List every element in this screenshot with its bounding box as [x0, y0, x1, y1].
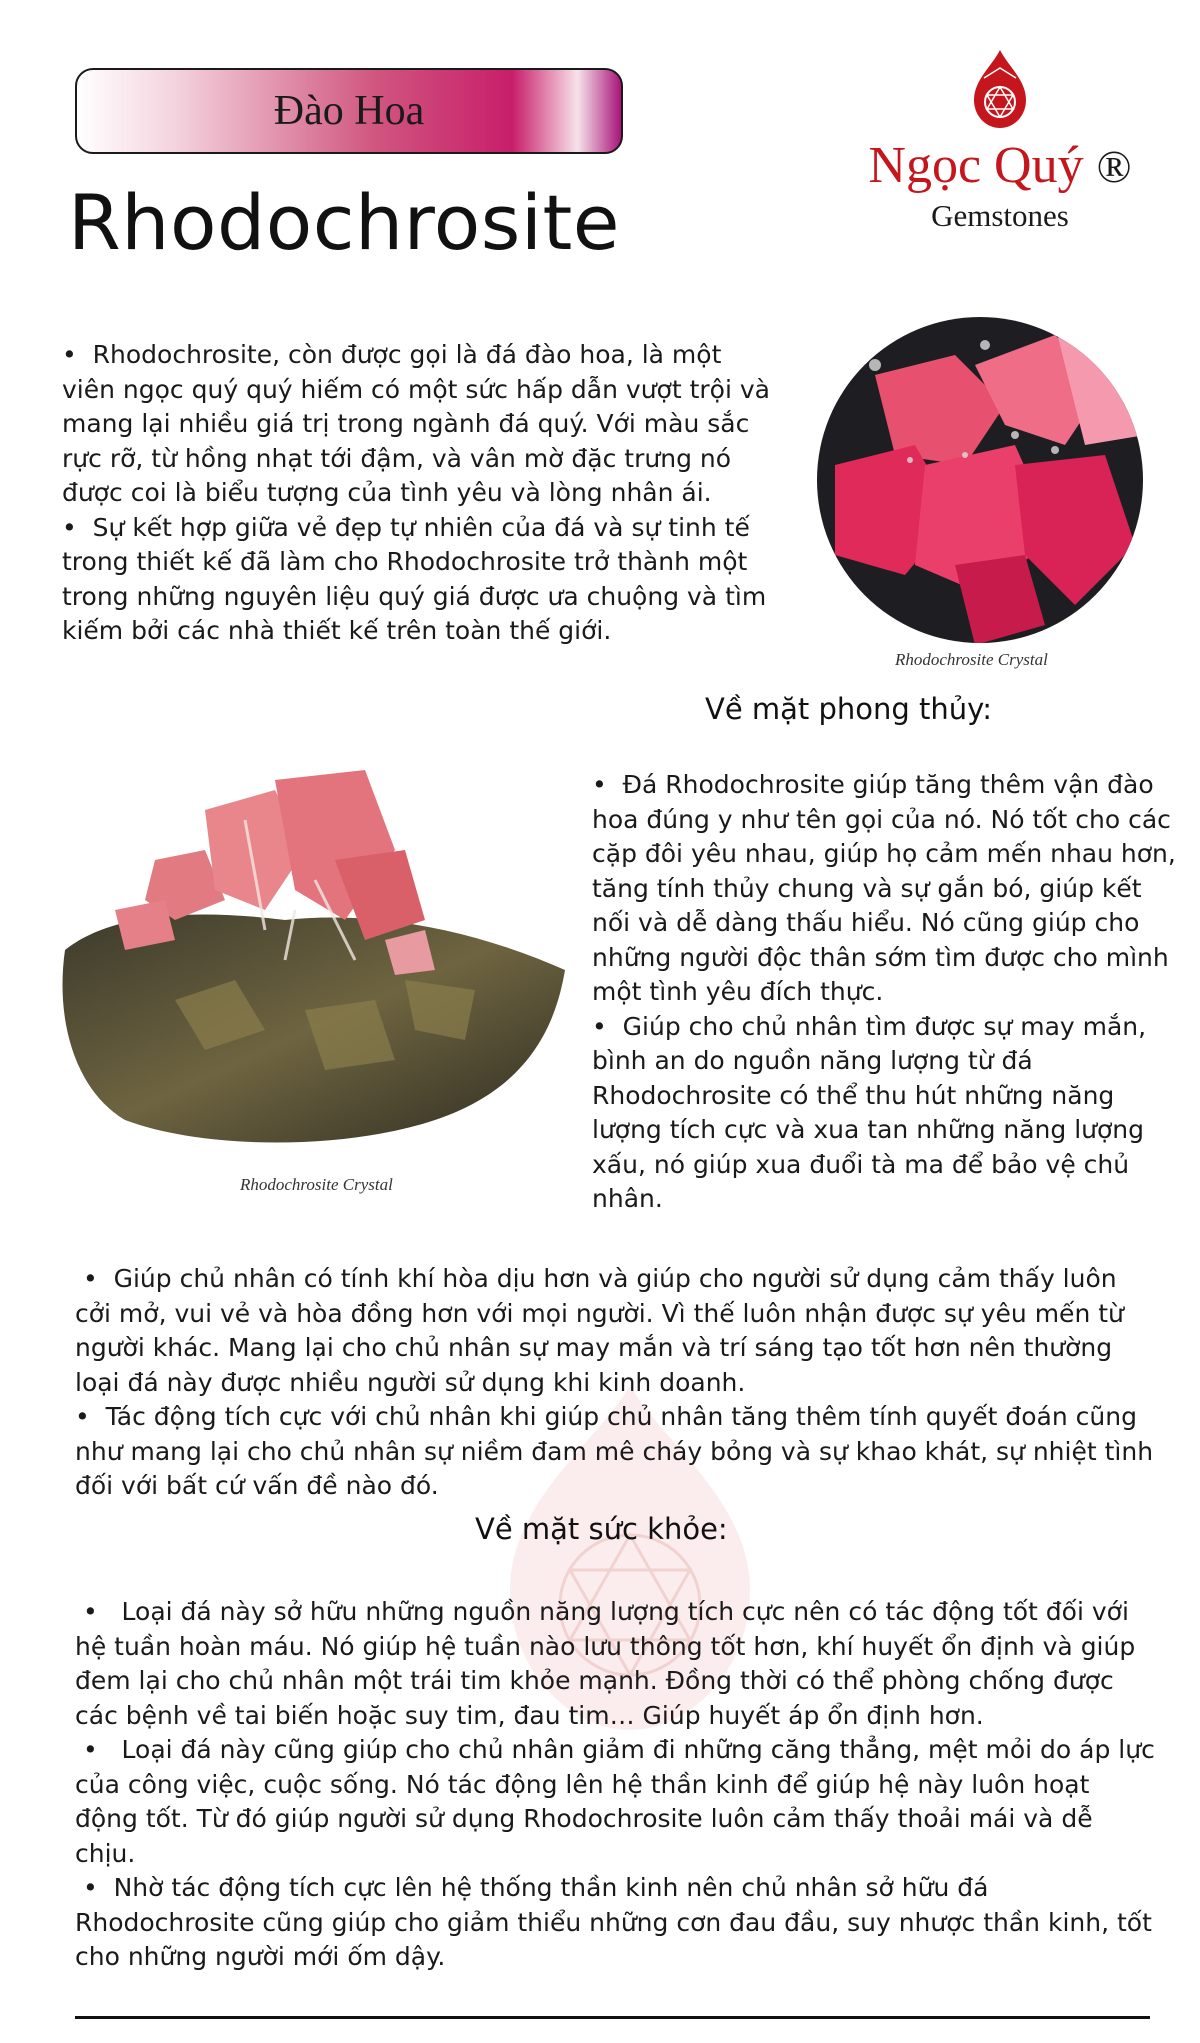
fengshui-paragraph-3 [75, 1262, 1160, 1400]
crystal-photo-rock [55, 760, 575, 1160]
page-title: Rhodochrosite [68, 178, 621, 267]
health-text-1: Loại đá này sở hữu những nguồn năng lượng tích cực nên có tác động tốt đối với hệ tuần hoàn máu. Nó giúp hệ tuần nào lưu thông tốt hơn, khí huyết ổn định và giúp đem lại cho chủ nhân một trái tim khỏe mạnh. Đồng thời có thể phòng chống được các bệnh về tai biến hoặc suy tim, đau tim… Giúp huyết áp ổn định hơn. [75, 1597, 1136, 1730]
bottom-divider [75, 2016, 1150, 2019]
bullet: • [62, 512, 77, 542]
bullet: • [82, 1597, 98, 1626]
category-badge-label: Đào Hoa [273, 88, 425, 134]
brand-name-text: Ngọc Quý [868, 137, 1084, 194]
bullet: • [75, 1402, 90, 1431]
brand-subtitle: Gemstones [931, 198, 1069, 233]
fengshui-paragraph-1 [592, 768, 1177, 1010]
fengshui-text-1: Đá Rhodochrosite giúp tăng thêm vận đào hoa đúng y như tên gọi của nó. Nó tốt cho các cặp đôi yêu nhau, giúp họ cảm mến nhau hơn, tăng tính thủy chung và sự gắn bó, giúp kết nối và dễ dàng thấu hiểu. Nó cũng giúp cho những người độc thân sớm tìm được cho mình một tình yêu đích thực. [592, 770, 1176, 1006]
bullet: • [592, 770, 607, 799]
fengshui-full-width [75, 1262, 1160, 1504]
bullet: • [62, 340, 77, 369]
bullet: • [82, 1873, 98, 1902]
health-paragraph-1 [75, 1595, 1160, 1733]
intro-text-2: Sự kết hợp giữa vẻ đẹp tự nhiên của đá và sự tinh tế trong thiết kế đã làm cho Rhodochrosite trở thành một trong những nguyên liệu quý giá được ưa chuộng và tìm kiếm bởi các nhà thiết kế trên toàn thế giới. [62, 512, 767, 645]
bullet: • [82, 1264, 98, 1293]
category-badge [75, 68, 623, 154]
crystal-photo-round [815, 315, 1145, 645]
intro-section [62, 338, 782, 649]
registered-mark: ® [1096, 141, 1132, 192]
crystal-photo-caption-1: Rhodochrosite Crystal [895, 650, 1048, 669]
section-heading-fengshui: Về mặt phong thủy: [705, 692, 992, 726]
health-paragraph-2 [75, 1733, 1160, 1871]
fengshui-text-3: Giúp chủ nhân có tính khí hòa dịu hơn và giúp cho người sử dụng cảm thấy luôn cởi mở, vui vẻ và hòa đồng hơn với mọi người. Vì thế luôn nhận được sự yêu mến từ người khác. Mang lại cho chủ nhân sự may mắn và trí sáng tạo tốt hơn nên thường loại đá này được nhiều người sử dụng khi kinh doanh. [75, 1264, 1124, 1397]
fengshui-column [592, 768, 1177, 1217]
fengshui-paragraph-2 [592, 1010, 1177, 1217]
fengshui-text-4: Tác động tích cực với chủ nhân khi giúp chủ nhân tăng thêm tính quyết đoán cũng như mang lại cho chủ nhân sự niềm đam mê cháy bỏng và sự khao khát, sự nhiệt tình đối với bất cứ vấn đề nào đó. [75, 1402, 1154, 1500]
bullet: • [592, 1011, 607, 1041]
bullet: • [82, 1735, 98, 1764]
brand-name [820, 136, 1180, 195]
crystal-photo-caption-2: Rhodochrosite Crystal [240, 1175, 393, 1194]
health-text-2: Loại đá này cũng giúp cho chủ nhân giảm đi những căng thẳng, mệt mỏi do áp lực của công việc, cuộc sống. Nó tác động lên hệ thần kinh để giúp hệ này luôn hoạt động tốt. Từ đó giúp người sử dụng Rhodochrosite luôn cảm thấy thoải mái và dễ chịu. [75, 1735, 1155, 1868]
fengshui-text-2: Giúp cho chủ nhân tìm được sự may mắn, bình an do nguồn năng lượng từ đá Rhodochrosite có thể thu hút những năng lượng tích cực và xua tan những năng lượng xấu, nó giúp xua đuổi tà ma để bảo vệ chủ nhân. [592, 1011, 1147, 1213]
health-section [75, 1595, 1160, 1975]
section-heading-health: Về mặt sức khỏe: [475, 1512, 728, 1546]
intro-paragraph-1 [62, 338, 782, 511]
health-text-3: Nhờ tác động tích cực lên hệ thống thần kinh nên chủ nhân sở hữu đá Rhodochrosite cũng giúp cho giảm thiểu những cơn đau đầu, suy nhược thần kinh, tốt cho những người mới ốm dậy. [75, 1873, 1152, 1971]
brand-logo [820, 48, 1180, 238]
gem-drop-icon [970, 48, 1030, 130]
fengshui-paragraph-4 [75, 1400, 1160, 1504]
health-paragraph-3 [75, 1871, 1160, 1975]
intro-text-1: Rhodochrosite, còn được gọi là đá đào hoa, là một viên ngọc quý quý hiếm có một sức hấp dẫn vượt trội và mang lại nhiều giá trị trong ngành đá quý. Với màu sắc rực rỡ, từ hồng nhạt tới đậm, và vân mờ đặc trưng nó được coi là biểu tượng của tình yêu và lòng nhân ái. [62, 340, 770, 507]
intro-paragraph-2 [62, 511, 782, 649]
